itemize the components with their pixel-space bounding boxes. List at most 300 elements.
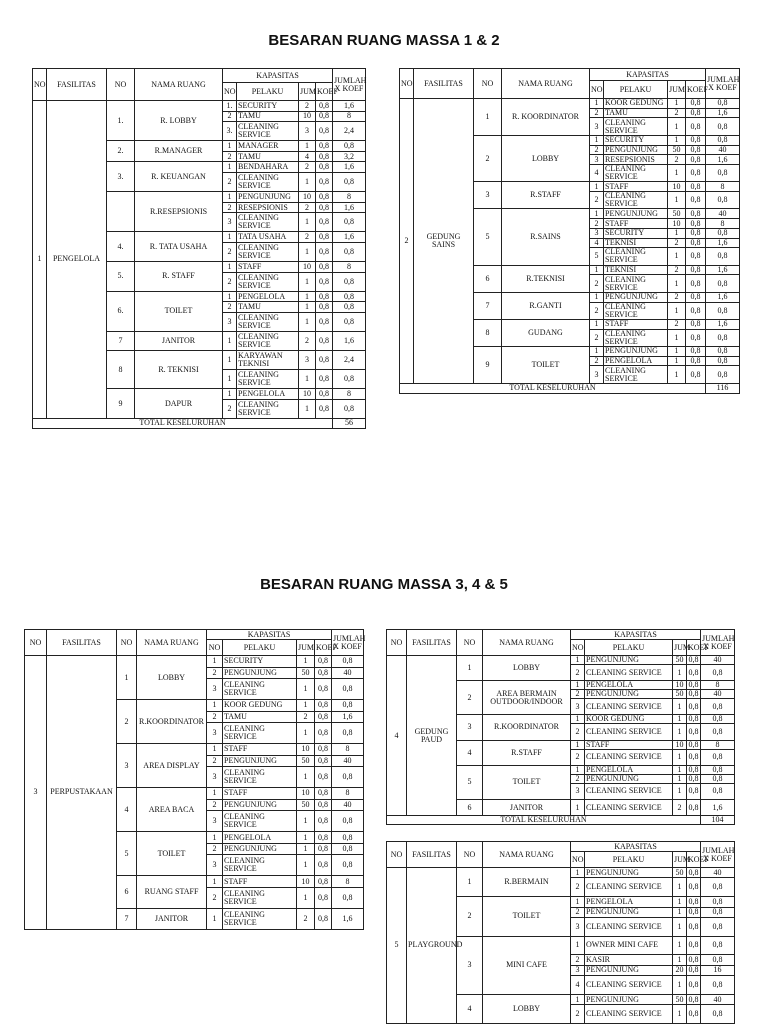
jum-value: 1 xyxy=(673,878,687,897)
koef-value: 0,8 xyxy=(316,272,333,291)
pelaku-name: PENGUNJUNG xyxy=(604,145,668,155)
room-name: AREA DISPLAY xyxy=(137,744,207,788)
pelaku-name: CLEANING SERVICE xyxy=(223,855,297,876)
pelaku-no: 3 xyxy=(571,917,585,936)
jumlah-value: 0,8 xyxy=(333,141,366,152)
room-table-1 xyxy=(32,68,366,429)
koef-value: 0,8 xyxy=(687,976,701,995)
jumlah-value: 8 xyxy=(332,788,364,800)
koef-value: 0,8 xyxy=(686,219,706,229)
room-no: 4 xyxy=(457,994,483,1023)
jumlah-value: 8 xyxy=(332,876,364,888)
table-row xyxy=(400,99,740,109)
pelaku-no: 1 xyxy=(571,681,585,690)
koef-value: 0,8 xyxy=(316,192,333,203)
pelaku-name: STAFF xyxy=(223,744,297,756)
table-row xyxy=(33,101,366,112)
room-no: 3 xyxy=(457,715,483,740)
room-no: 1 xyxy=(474,99,502,136)
jum-value: 1 xyxy=(297,679,315,700)
pelaku-no: 3 xyxy=(590,228,604,238)
header-koef: KOEF xyxy=(686,81,706,99)
room-no: 7 xyxy=(107,332,135,351)
jum-value: 10 xyxy=(299,111,316,122)
room-name: R.MANAGER xyxy=(135,141,223,162)
room-name: R.TEKNISI xyxy=(502,265,590,292)
room-name: AREA BERMAIN OUTDOOR/INDOOR xyxy=(483,681,571,715)
jum-value: 10 xyxy=(668,182,686,192)
jumlah-value: 0,8 xyxy=(701,665,735,681)
jum-value: 1 xyxy=(299,173,316,192)
jum-value: 1 xyxy=(299,399,316,418)
jumlah-value: 40 xyxy=(706,209,740,219)
header-kapasitas: KAPASITAS xyxy=(571,842,701,852)
jum-value: 1 xyxy=(668,135,686,145)
pelaku-name: SECURITY xyxy=(604,228,668,238)
jumlah-value: 40 xyxy=(701,656,735,665)
header-sub-no: NO xyxy=(223,83,237,101)
pelaku-name: TATA USAHA xyxy=(237,232,299,243)
koef-value: 0,8 xyxy=(687,715,701,724)
koef-value: 0,8 xyxy=(315,811,332,832)
pelaku-name: CLEANING SERVICE xyxy=(237,399,299,418)
room-no: 2 xyxy=(457,681,483,715)
room-no: 2 xyxy=(457,897,483,937)
pelaku-name: PENGUNJUNG xyxy=(237,192,299,203)
header-sub-no: NO xyxy=(590,81,604,99)
fasilitas-name: PLAYGROUND xyxy=(407,868,457,1024)
koef-value: 0,8 xyxy=(687,868,701,878)
koef-value: 0,8 xyxy=(686,164,706,181)
jum-value: 1 xyxy=(299,312,316,331)
koef-value: 0,8 xyxy=(316,332,333,351)
jumlah-value: 0,8 xyxy=(706,329,740,346)
room-table-4 xyxy=(386,629,735,825)
jumlah-value: 0,8 xyxy=(333,399,366,418)
pelaku-name: PENGUNJUNG xyxy=(585,907,673,917)
jumlah-value: 0,8 xyxy=(706,275,740,292)
pelaku-name: CLEANING SERVICE xyxy=(585,976,673,995)
koef-value: 0,8 xyxy=(316,173,333,192)
jum-value: 2 xyxy=(673,799,687,815)
room-name: R. LOBBY xyxy=(135,101,223,141)
koef-value: 0,8 xyxy=(315,700,332,712)
pelaku-no: 3 xyxy=(590,366,604,383)
jum-value: 1 xyxy=(668,347,686,357)
header-pelaku: PELAKU xyxy=(223,640,297,656)
pelaku-no: 2 xyxy=(571,955,585,965)
jumlah-value: 0,8 xyxy=(332,843,364,855)
pelaku-name: SECURITY xyxy=(604,135,668,145)
koef-value: 0,8 xyxy=(687,765,701,774)
koef-value: 0,8 xyxy=(686,108,706,118)
jumlah-value: 1,6 xyxy=(706,155,740,165)
koef-value: 0,8 xyxy=(687,955,701,965)
pelaku-name: PENGUNJUNG xyxy=(585,994,673,1004)
jumlah-value: 0,8 xyxy=(333,302,366,313)
jumlah-value: 8 xyxy=(701,740,735,749)
jum-value: 1 xyxy=(668,275,686,292)
pelaku-name: BENDAHARA xyxy=(237,162,299,173)
koef-value: 0,8 xyxy=(687,774,701,783)
pelaku-name: CLEANING SERVICE xyxy=(223,723,297,744)
koef-value: 0,8 xyxy=(687,656,701,665)
jum-value: 10 xyxy=(299,389,316,400)
jumlah-value: 0,8 xyxy=(701,936,735,955)
room-no: 8 xyxy=(107,351,135,389)
jum-value: 10 xyxy=(673,681,687,690)
koef-value: 0,8 xyxy=(315,887,332,908)
jum-value: 50 xyxy=(668,145,686,155)
room-name: LOBBY xyxy=(483,656,571,681)
room-name: LOBBY xyxy=(137,656,207,700)
jumlah-value: 1,6 xyxy=(706,319,740,329)
pelaku-no: 1 xyxy=(207,656,223,668)
header-fasilitas: FASILITAS xyxy=(414,69,474,99)
room-no: 2. xyxy=(107,141,135,162)
jumlah-value: 0,8 xyxy=(332,767,364,788)
pelaku-no: 3 xyxy=(571,783,585,799)
header-kapasitas: KAPASITAS xyxy=(590,69,706,81)
pelaku-no: 2 xyxy=(571,665,585,681)
jum-value: 1 xyxy=(297,855,315,876)
pelaku-no: 2 xyxy=(571,1005,585,1024)
room-no: 9 xyxy=(474,347,502,384)
pelaku-name: PENGUNJUNG xyxy=(223,843,297,855)
room-name: MINI CAFE xyxy=(483,936,571,994)
jum-value: 1 xyxy=(673,715,687,724)
koef-value: 0,8 xyxy=(686,145,706,155)
room-table-5 xyxy=(386,841,735,1024)
pelaku-no: 2 xyxy=(571,878,585,897)
pelaku-name: TAMU xyxy=(237,302,299,313)
koef-value: 0,8 xyxy=(687,1005,701,1024)
page-title-massa-3-4-5: BESARAN RUANG MASSA 3, 4 & 5 xyxy=(260,576,508,593)
pelaku-no: 2 xyxy=(571,724,585,740)
jum-value: 2 xyxy=(299,232,316,243)
koef-value: 0,8 xyxy=(686,366,706,383)
jumlah-value: 0,8 xyxy=(706,347,740,357)
pelaku-name: CLEANING SERVICE xyxy=(237,122,299,141)
pelaku-name: CLEANING SERVICE xyxy=(237,312,299,331)
pelaku-name: CLEANING SERVICE xyxy=(585,878,673,897)
koef-value: 0,8 xyxy=(316,262,333,273)
room-no: 1 xyxy=(117,656,137,700)
koef-value: 0,8 xyxy=(686,319,706,329)
header-pelaku: PELAKU xyxy=(237,83,299,101)
header-no-ruang: NO xyxy=(107,69,135,101)
jum-value: 1 xyxy=(299,213,316,232)
pelaku-no: 2 xyxy=(571,907,585,917)
jumlah-value: 2,4 xyxy=(333,351,366,370)
header-sub-no: NO xyxy=(207,640,223,656)
jumlah-value: 40 xyxy=(332,799,364,811)
koef-value: 0,8 xyxy=(316,232,333,243)
header-no: NO xyxy=(400,69,414,99)
pelaku-name: MANAGER xyxy=(237,141,299,152)
pelaku-name: RESEPSIONIS xyxy=(237,202,299,213)
pelaku-name: STAFF xyxy=(604,319,668,329)
koef-value: 0,8 xyxy=(315,723,332,744)
jumlah-value: 8 xyxy=(333,262,366,273)
jum-value: 2 xyxy=(299,332,316,351)
koef-value: 0,8 xyxy=(316,312,333,331)
jumlah-value: 8 xyxy=(332,744,364,756)
pelaku-no: 1 xyxy=(223,351,237,370)
jum-value: 1 xyxy=(297,700,315,712)
room-name: TOILET xyxy=(483,765,571,799)
jum-value: 1 xyxy=(668,366,686,383)
pelaku-no: 3 xyxy=(207,811,223,832)
pelaku-name: PENGELOLA xyxy=(237,389,299,400)
room-table-3 xyxy=(24,629,364,930)
pelaku-no: 2 xyxy=(223,272,237,291)
pelaku-no: 2 xyxy=(207,711,223,723)
jumlah-value: 0,8 xyxy=(333,272,366,291)
jumlah-value: 0,8 xyxy=(706,366,740,383)
pelaku-name: TAMU xyxy=(223,711,297,723)
total-label: TOTAL KESELURUHAN xyxy=(33,418,333,428)
jumlah-value: 0,8 xyxy=(701,976,735,995)
pelaku-name: CLEANING SERVICE xyxy=(585,665,673,681)
pelaku-no: 1 xyxy=(571,765,585,774)
pelaku-no: 1 xyxy=(571,740,585,749)
koef-value: 0,8 xyxy=(687,936,701,955)
pelaku-no: 1 xyxy=(590,209,604,219)
pelaku-name: PENGELOLA xyxy=(223,832,297,844)
jum-value: 50 xyxy=(297,755,315,767)
pelaku-no: 3 xyxy=(207,723,223,744)
jumlah-value: 0,8 xyxy=(701,765,735,774)
koef-value: 0,8 xyxy=(316,351,333,370)
jum-value: 1 xyxy=(299,370,316,389)
pelaku-no: 1 xyxy=(223,162,237,173)
koef-value: 0,8 xyxy=(315,755,332,767)
pelaku-no: 3 xyxy=(590,155,604,165)
room-no: 9 xyxy=(107,389,135,419)
pelaku-name: CLEANING SERVICE xyxy=(237,242,299,261)
koef-value: 0,8 xyxy=(686,265,706,275)
pelaku-name: CLEANING SERVICE xyxy=(223,887,297,908)
room-name: JANITOR xyxy=(137,908,207,929)
pelaku-name: KARYAWAN TEKNISI xyxy=(237,351,299,370)
jum-value: 1 xyxy=(668,302,686,319)
pelaku-no: 3 xyxy=(571,699,585,715)
pelaku-no: 1 xyxy=(571,656,585,665)
header-no: NO xyxy=(387,630,407,656)
fasilitas-no: 5 xyxy=(387,868,407,1024)
jumlah-value: 1,6 xyxy=(332,711,364,723)
jumlah-value: 8 xyxy=(706,182,740,192)
pelaku-no: 1 xyxy=(571,868,585,878)
room-no: 1 xyxy=(457,868,483,897)
pelaku-no: 2 xyxy=(207,667,223,679)
pelaku-no: 4 xyxy=(590,164,604,181)
table-row xyxy=(25,656,364,668)
pelaku-name: STAFF xyxy=(585,740,673,749)
pelaku-name: OWNER MINI CAFE xyxy=(585,936,673,955)
total-row xyxy=(33,418,366,428)
jumlah-value: 1,6 xyxy=(706,265,740,275)
room-name: R.SAINS xyxy=(502,209,590,265)
header-jumlah: JUMLAH X KOEF xyxy=(701,630,735,656)
room-name: R.STAFF xyxy=(483,740,571,765)
pelaku-name: PENGELOLA xyxy=(585,681,673,690)
pelaku-no: 2 xyxy=(223,173,237,192)
jumlah-value: 0,8 xyxy=(701,897,735,907)
jum-value: 20 xyxy=(673,965,687,975)
room-no: 6 xyxy=(117,876,137,908)
jum-value: 50 xyxy=(673,656,687,665)
pelaku-name: CLEANING SERVICE xyxy=(237,332,299,351)
jumlah-value: 0,8 xyxy=(333,173,366,192)
pelaku-name: STAFF xyxy=(223,876,297,888)
jum-value: 1 xyxy=(673,724,687,740)
pelaku-name: PENGUNJUNG xyxy=(585,868,673,878)
jumlah-value: 0,8 xyxy=(333,291,366,302)
jum-value: 1 xyxy=(673,665,687,681)
pelaku-name: PENGELOLA xyxy=(585,897,673,907)
koef-value: 0,8 xyxy=(316,101,333,112)
pelaku-no: 1 xyxy=(590,182,604,192)
jumlah-value: 0,8 xyxy=(333,370,366,389)
pelaku-name: PENGELOLA xyxy=(237,291,299,302)
fasilitas-no: 1 xyxy=(33,101,47,419)
pelaku-name: PENGUNJUNG xyxy=(604,292,668,302)
jumlah-value: 2,4 xyxy=(333,122,366,141)
koef-value: 0,8 xyxy=(686,292,706,302)
jumlah-value: 0,8 xyxy=(332,887,364,908)
jum-value: 1 xyxy=(673,783,687,799)
jumlah-value: 0,8 xyxy=(332,656,364,668)
koef-value: 0,8 xyxy=(687,690,701,699)
pelaku-name: STAFF xyxy=(223,788,297,800)
pelaku-no: 1 xyxy=(590,319,604,329)
pelaku-no: 1 xyxy=(207,832,223,844)
pelaku-no: 2 xyxy=(571,774,585,783)
pelaku-no: 2 xyxy=(590,192,604,209)
room-name: R. KOORDINATOR xyxy=(502,99,590,136)
jumlah-value: 1,6 xyxy=(706,108,740,118)
jumlah-value: 40 xyxy=(706,145,740,155)
header-fasilitas: FASILITAS xyxy=(407,842,457,868)
page-title-massa-1-2: BESARAN RUANG MASSA 1 & 2 xyxy=(268,32,500,49)
jumlah-value: 0,8 xyxy=(706,135,740,145)
room-no: 4 xyxy=(457,740,483,765)
jumlah-value: 0,8 xyxy=(333,312,366,331)
pelaku-no: 1 xyxy=(590,99,604,109)
koef-value: 0,8 xyxy=(686,248,706,265)
jum-value: 2 xyxy=(299,101,316,112)
jumlah-value: 0,8 xyxy=(706,192,740,209)
pelaku-name: CLEANING SERVICE xyxy=(604,118,668,135)
pelaku-no: 3. xyxy=(223,122,237,141)
room-name: R.STAFF xyxy=(502,182,590,209)
jum-value: 1 xyxy=(673,907,687,917)
room-name: DAPUR xyxy=(135,389,223,419)
koef-value: 0,8 xyxy=(316,242,333,261)
pelaku-name: CLEANING SERVICE xyxy=(585,1005,673,1024)
jumlah-value: 40 xyxy=(701,994,735,1004)
pelaku-no: 1 xyxy=(223,291,237,302)
room-no: 5. xyxy=(107,262,135,292)
header-koef: KOEF xyxy=(687,852,701,868)
pelaku-no: 1 xyxy=(207,876,223,888)
pelaku-no: 1 xyxy=(207,744,223,756)
header-jumlah: JUMLAH X KOEF xyxy=(706,69,740,99)
fasilitas-name: PENGELOLA xyxy=(47,101,107,419)
jum-value: 50 xyxy=(668,209,686,219)
pelaku-name: CLEANING SERVICE xyxy=(604,366,668,383)
koef-value: 0,8 xyxy=(686,329,706,346)
jumlah-value: 0,8 xyxy=(706,228,740,238)
jum-value: 1 xyxy=(673,917,687,936)
pelaku-name: CLEANING SERVICE xyxy=(237,213,299,232)
room-no: 7 xyxy=(474,292,502,319)
pelaku-no: 3 xyxy=(590,118,604,135)
koef-value: 0,8 xyxy=(686,155,706,165)
header-fasilitas: FASILITAS xyxy=(47,630,117,656)
pelaku-no: 2 xyxy=(223,242,237,261)
pelaku-name: TAMU xyxy=(237,151,299,162)
room-name: LOBBY xyxy=(502,135,590,182)
koef-value: 0,8 xyxy=(686,238,706,248)
koef-value: 0,8 xyxy=(315,855,332,876)
room-name: RUANG STAFF xyxy=(137,876,207,908)
jum-value: 10 xyxy=(668,219,686,229)
jumlah-value: 0,8 xyxy=(701,1005,735,1024)
pelaku-no: 2 xyxy=(590,108,604,118)
pelaku-name: KOOR GEDUNG xyxy=(223,700,297,712)
room-name: LOBBY xyxy=(483,994,571,1023)
jum-value: 1 xyxy=(299,141,316,152)
total-label: TOTAL KESELURUHAN xyxy=(400,383,706,393)
jumlah-value: 0,8 xyxy=(701,749,735,765)
pelaku-no: 2 xyxy=(590,302,604,319)
header-kapasitas: KAPASITAS xyxy=(571,630,701,640)
room-name: R.RESEPSIONIS xyxy=(135,192,223,232)
pelaku-no: 2 xyxy=(223,151,237,162)
header-jum: JUM xyxy=(673,640,687,656)
pelaku-no: 1 xyxy=(223,389,237,400)
room-no: 4. xyxy=(107,232,135,262)
koef-value: 0,8 xyxy=(687,665,701,681)
koef-value: 0,8 xyxy=(316,302,333,313)
jum-value: 1 xyxy=(668,164,686,181)
koef-value: 0,8 xyxy=(315,656,332,668)
fasilitas-name: GEDUNG SAINS xyxy=(414,99,474,384)
room-no: 2 xyxy=(117,700,137,744)
room-no: 2 xyxy=(474,135,502,182)
pelaku-no: 3 xyxy=(207,855,223,876)
pelaku-name: CLEANING SERVICE xyxy=(604,164,668,181)
pelaku-name: CLEANING SERVICE xyxy=(223,908,297,929)
room-no: 5 xyxy=(457,765,483,799)
jumlah-value: 8 xyxy=(706,219,740,229)
pelaku-name: CLEANING SERVICE xyxy=(585,917,673,936)
jum-value: 1 xyxy=(297,767,315,788)
pelaku-no: 2 xyxy=(223,202,237,213)
pelaku-no: 2 xyxy=(590,145,604,155)
jum-value: 1 xyxy=(668,99,686,109)
jumlah-value: 0,8 xyxy=(332,679,364,700)
jumlah-value: 8 xyxy=(333,111,366,122)
header-no: NO xyxy=(25,630,47,656)
jum-value: 1 xyxy=(673,774,687,783)
pelaku-no: 1 xyxy=(207,788,223,800)
pelaku-name: TAMU xyxy=(237,111,299,122)
pelaku-name: CLEANING SERVICE xyxy=(585,749,673,765)
